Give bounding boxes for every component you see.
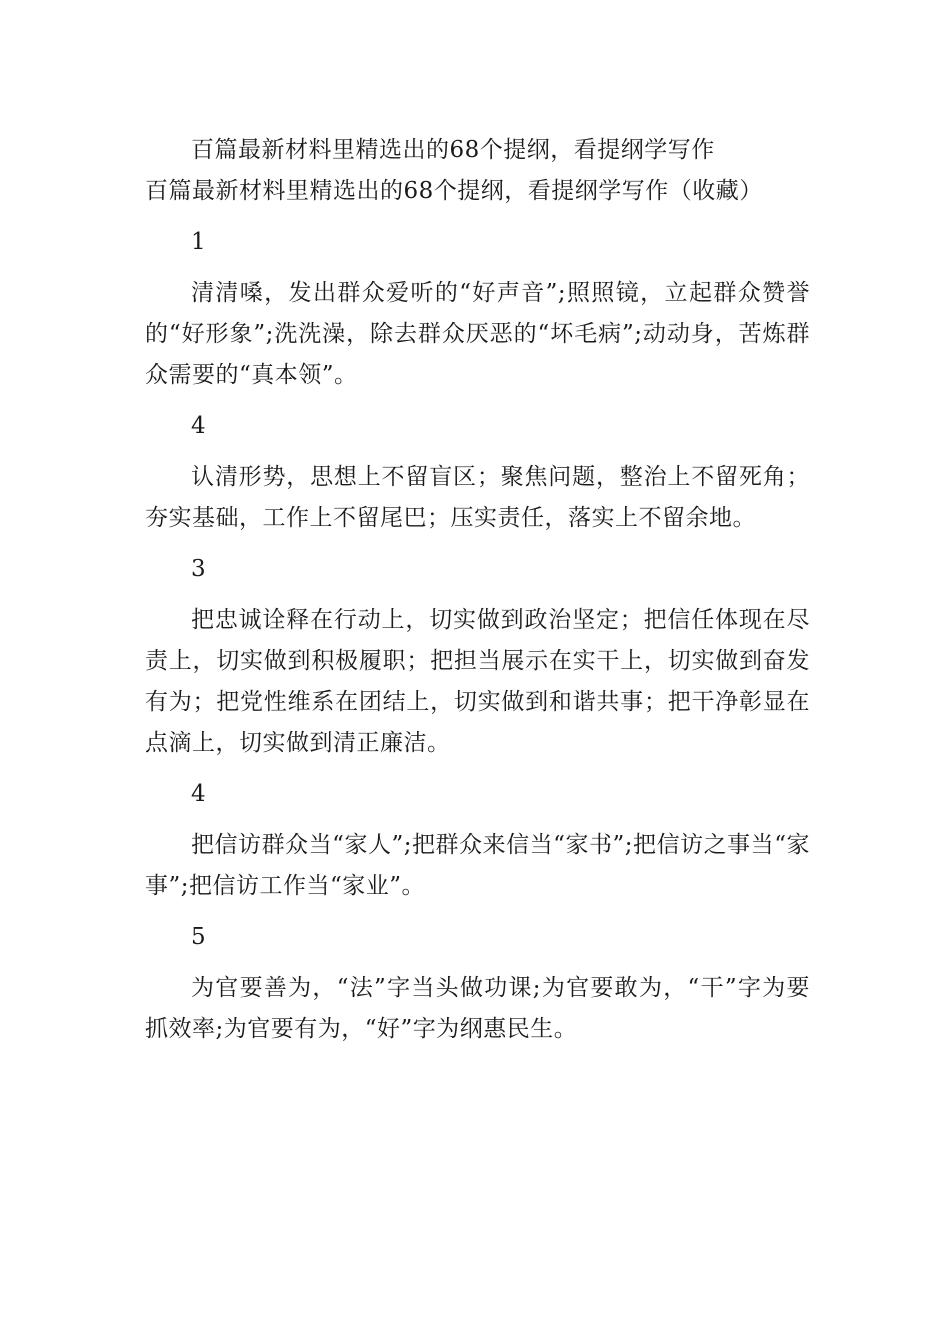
section-paragraph: 为官要善为，“法”字当头做功课;为官要敢为，“干”字为要抓效率;为官要有为，“好”字为纲惠民生。 [145, 975, 810, 1042]
section-number: 4 [191, 781, 207, 807]
section-number: 5 [191, 924, 207, 950]
section-number: 4 [191, 413, 207, 439]
document-title: 百篇最新材料里精选出的68个提纲，看提纲学写作 [191, 137, 715, 163]
section-paragraph: 把信访群众当“家人”;把群众来信当“家书”;把信访之事当“家事”;把信访工作当“家业”。 [145, 832, 810, 899]
section-number: 3 [191, 556, 207, 582]
section-number: 1 [191, 229, 207, 255]
section-paragraph: 清清嗓，发出群众爱听的“好声音”;照照镜，立起群众赞誉的“好形象”;洗洗澡，除去群众厌恶的“坏毛病”;动动身，苦炼群众需要的“真本领”。 [145, 280, 810, 388]
section-paragraph: 把忠诚诠释在行动上，切实做到政治坚定；把信任体现在尽责上，切实做到积极履职；把担当展示在实干上，切实做到奋发有为；把党性维系在团结上，切实做到和谐共事；把干净彰显在点滴上，切实做到清正廉洁。 [145, 607, 810, 756]
section-paragraph: 认清形势，思想上不留盲区；聚焦问题，整治上不留死角；夯实基础，工作上不留尾巴；压实责任，落实上不留余地。 [145, 464, 810, 531]
document-body [145, 130, 810, 1060]
document-subtitle: 百篇最新材料里精选出的68个提纲，看提纲学写作（收藏） [145, 178, 763, 204]
